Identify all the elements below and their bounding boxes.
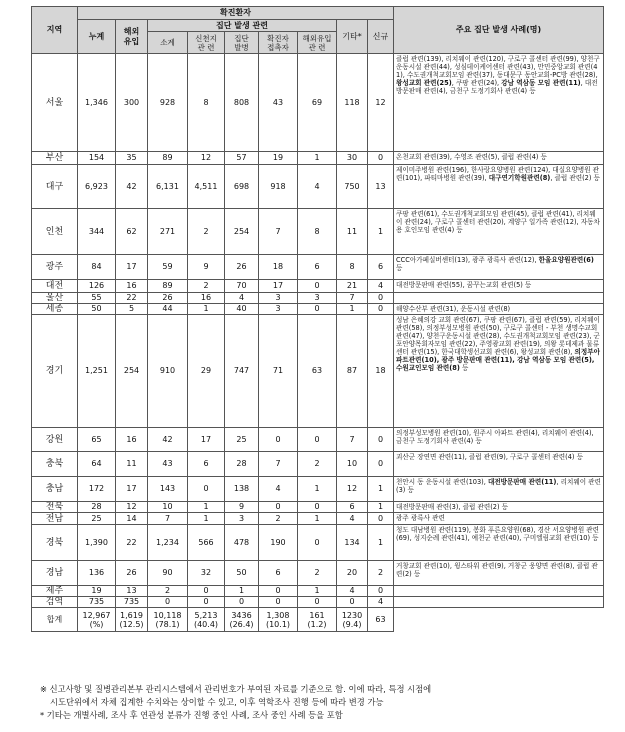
case-text: 등: [459, 364, 469, 372]
cell-major-cases: [394, 315, 604, 428]
cell-contact: 0: [259, 428, 298, 452]
cell-overseas-related: 63: [298, 315, 337, 428]
header-shincheonji: 신천지 관 련: [188, 32, 225, 54]
footnote-2: * 기타는 개별사례, 조사 후 연관성 분류가 진행 중인 사례, 조사 중인 사례 등을 포함: [40, 710, 343, 720]
cell-new: 2: [368, 561, 394, 586]
cell-region: 충남: [32, 477, 78, 502]
cell-overseas-inflow: 300: [116, 54, 148, 152]
cell-contact: 71: [259, 315, 298, 428]
table-row: [32, 165, 604, 209]
case-text: 거창교회 관련(10), 윙스타워 관련(9), 거창군 웅양면 관련(8), 클럽 관련(2) 등: [396, 562, 598, 578]
cell-contact: 0: [259, 502, 298, 513]
cell-major-cases: [394, 209, 604, 255]
cell-shincheonji: 0: [188, 586, 225, 597]
cell-major-cases: [394, 304, 604, 315]
total-cluster: 3436 (26.4): [225, 608, 259, 632]
cell-region: 광주: [32, 255, 78, 280]
cell-region: 전북: [32, 502, 78, 513]
cell-region: 충북: [32, 452, 78, 477]
case-text: 청도 대남병원 관련(119), 봉화 푸른요양원(68), 경산 서요양병원 관련(69), 성지순례 관련(41), 예천군 관련(40), 구미엘림교회 관련(10) 등: [396, 526, 600, 542]
table-row: [32, 561, 604, 586]
case-text: 괴산군 장연면 관련(11), 클럽 관련(9), 구로구 콜센터 관련(4) 등: [396, 453, 583, 461]
cell-overseas-inflow: 735: [116, 597, 148, 608]
cell-total: 28: [78, 502, 116, 513]
cell-overseas-inflow: 16: [116, 428, 148, 452]
cell-contact: 18: [259, 255, 298, 280]
cell-overseas-related: 0: [298, 525, 337, 561]
case-text: 제이미주병원 관련(196), 한사랑요양병원 관련(124), 대실요양병원 관련(101), 파티마병원 관련(39),: [396, 166, 600, 182]
cell-shincheonji: 4,511: [188, 165, 225, 209]
cell-overseas-inflow: 5: [116, 304, 148, 315]
header-other: 기타*: [337, 20, 368, 54]
header-new: 신규: [368, 20, 394, 54]
cell-cluster: 747: [225, 315, 259, 428]
table-row: [32, 586, 604, 597]
cell-contact: 3: [259, 293, 298, 304]
cell-overseas-related: 0: [298, 428, 337, 452]
cell-cluster: 698: [225, 165, 259, 209]
covid-cases-table: [31, 6, 604, 632]
total-shincheonji: 5,213 (40.4): [188, 608, 225, 632]
cell-cluster: 808: [225, 54, 259, 152]
cell-total: 84: [78, 255, 116, 280]
cell-total: 6,923: [78, 165, 116, 209]
cell-subtotal: 26: [148, 293, 188, 304]
cell-other: 8: [337, 255, 368, 280]
case-text: , 클럽 관련(2) 등: [550, 174, 600, 182]
table-row: [32, 513, 604, 525]
cell-overseas-related: 1: [298, 586, 337, 597]
cell-overseas-related: 0: [298, 502, 337, 513]
case-text: , 대전 방문판매 관련(4), 금천구 도정기회사 관련(4) 등: [396, 79, 598, 95]
cell-new: 12: [368, 54, 394, 152]
cell-overseas-inflow: 26: [116, 561, 148, 586]
cell-shincheonji: 12: [188, 152, 225, 165]
cell-overseas-related: 2: [298, 452, 337, 477]
cell-total: 50: [78, 304, 116, 315]
total-new: 63: [368, 608, 394, 632]
cell-new: 0: [368, 513, 394, 525]
cell-shincheonji: 8: [188, 54, 225, 152]
cell-overseas-related: 0: [298, 304, 337, 315]
cell-overseas-inflow: 22: [116, 293, 148, 304]
cell-contact: 190: [259, 525, 298, 561]
cell-region: 부산: [32, 152, 78, 165]
cell-other: 21: [337, 280, 368, 293]
footnote-1-cont: 시도단위에서 자체 집계한 수치와는 상이할 수 있고, 이후 역학조사 진행 등에 따라 변경 가능: [50, 697, 384, 707]
header-total: 누계: [78, 20, 116, 54]
cell-region: 경남: [32, 561, 78, 586]
cell-other: 6: [337, 502, 368, 513]
cell-other: 750: [337, 165, 368, 209]
cell-new: 13: [368, 165, 394, 209]
total-overseas-related: 161 (1.2): [298, 608, 337, 632]
cell-region: 인천: [32, 209, 78, 255]
cell-overseas-inflow: 13: [116, 586, 148, 597]
cell-new: 1: [368, 502, 394, 513]
total-overseas-inflow: 1,619 (12.5): [116, 608, 148, 632]
cell-shincheonji: 9: [188, 255, 225, 280]
highlighted-case: 한울요양원관련(6): [538, 256, 594, 264]
cell-contact: 7: [259, 452, 298, 477]
header-cluster-group: 집단 발생 관련: [148, 20, 337, 32]
cell-subtotal: 0: [148, 597, 188, 608]
cell-overseas-related: 2: [298, 561, 337, 586]
cell-shincheonji: 17: [188, 428, 225, 452]
highlighted-case: 대전방문판매 관련(11): [487, 478, 557, 486]
cell-region: 대전: [32, 280, 78, 293]
cell-overseas-related: 1: [298, 152, 337, 165]
cell-new: 4: [368, 280, 394, 293]
cell-cluster: 40: [225, 304, 259, 315]
cell-new: 6: [368, 255, 394, 280]
cell-region: 전남: [32, 513, 78, 525]
cell-new: 0: [368, 586, 394, 597]
cell-major-cases: [394, 586, 604, 597]
cell-other: 7: [337, 293, 368, 304]
cell-cluster: 9: [225, 502, 259, 513]
footnotes: [40, 683, 600, 722]
cell-region: 합계: [32, 608, 78, 632]
case-text: 대전방문판매 관련(3), 클럽 관련(2) 등: [396, 503, 508, 511]
cell-other: 7: [337, 428, 368, 452]
cell-overseas-related: 1: [298, 513, 337, 525]
cell-cluster: 28: [225, 452, 259, 477]
cell-subtotal: 910: [148, 315, 188, 428]
highlighted-case: 의정부아파트관련(10), 광주 방문판매 관련(11), 강남 역삼동 모임 관련(5), 수원교인모임 관련(8): [396, 348, 600, 372]
header-contact: 확진자 접촉자: [259, 32, 298, 54]
total-total: 12,967 (%): [78, 608, 116, 632]
cell-shincheonji: 16: [188, 293, 225, 304]
cell-total: 1,346: [78, 54, 116, 152]
cell-other: 11: [337, 209, 368, 255]
total-other: 1230 (9.4): [337, 608, 368, 632]
cell-contact: 0: [259, 597, 298, 608]
cell-new: 0: [368, 293, 394, 304]
cell-total: 64: [78, 452, 116, 477]
header-cluster: 집단 발병: [225, 32, 259, 54]
cell-other: 4: [337, 513, 368, 525]
cell-major-cases: [394, 152, 604, 165]
case-text: 쿠팡 관련(61), 수도권개척교회모임 관련(45), 클럽 관련(41), 리치웨이 관련(24), 구로구 콜센터 관련(20), 계양구 일가족 관련(12), 자동차용 호인모임 관련(4) 등: [396, 210, 600, 234]
table-row: [32, 315, 604, 428]
cell-major-cases: [394, 513, 604, 525]
case-text: 성남 은혜의강 교회 관련(67), 쿠팡 관련(67), 클럽 관련(59), 리치웨이 관련(58), 의정부성모병원 관련(50), 구로구 콜센터 - 부천 생명수교회 관련(47), 양천구운동시설 관련(28), 수도권개척교회모임 관련(23), 군포안양목회자모임 관련(22), 주영광교회 관련(19), 의왕 롯데제과 물류센터 관련(15), 한국대학생선교회 관련(6), 왕성교회 관련(8),: [396, 316, 600, 356]
cell-other: 4: [337, 586, 368, 597]
table-row: [32, 502, 604, 513]
cell-region: 세종: [32, 304, 78, 315]
highlighted-case: 왕성교회 관련(25): [396, 79, 452, 87]
case-text: 천안시 동 운동시설 관련(103),: [396, 478, 488, 486]
cell-region: 울산: [32, 293, 78, 304]
cell-major-cases: [394, 525, 604, 561]
cell-contact: 3: [259, 304, 298, 315]
cell-cluster: 478: [225, 525, 259, 561]
cell-total: 154: [78, 152, 116, 165]
cell-other: 0: [337, 597, 368, 608]
cell-total: 19: [78, 586, 116, 597]
cell-overseas-inflow: 35: [116, 152, 148, 165]
case-text: 클럽 관련(139), 리치웨이 관련(120), 구로구 콜센터 관련(99), 양천구운동시설 관련(44), 성심데이케어센터 관련(43), 만민중앙교회 관련(41), 수도권개척교회모임 관련(37), 동대문구 동안교회-PC방 관련(28),: [396, 55, 600, 79]
cell-shincheonji: 1: [188, 502, 225, 513]
cell-major-cases: [394, 165, 604, 209]
cell-other: 134: [337, 525, 368, 561]
cell-new: 18: [368, 315, 394, 428]
cell-cluster: 25: [225, 428, 259, 452]
cell-shincheonji: 1: [188, 304, 225, 315]
highlighted-case: 대구연기학원관련(8): [488, 174, 551, 182]
case-text: 의정부성모병원 관련(10), 원주시 아파트 관련(4), 리치웨이 관련(4), 금천구 도정기회사 관련(4) 등: [396, 429, 594, 445]
cases-table-container: [31, 6, 603, 632]
case-text: 광주 광륵사 관련: [396, 514, 445, 522]
cell-other: 30: [337, 152, 368, 165]
cell-overseas-related: 8: [298, 209, 337, 255]
case-text: 온천교회 관련(39), 수영조 관련(5), 클럽 관련(4) 등: [396, 153, 547, 161]
cell-contact: 7: [259, 209, 298, 255]
cell-overseas-inflow: 62: [116, 209, 148, 255]
cell-subtotal: 271: [148, 209, 188, 255]
total-subtotal: 10,118 (78.1): [148, 608, 188, 632]
cell-other: 20: [337, 561, 368, 586]
cell-overseas-related: 69: [298, 54, 337, 152]
totals-row: [32, 608, 604, 632]
cell-overseas-inflow: 11: [116, 452, 148, 477]
cell-total: 172: [78, 477, 116, 502]
cell-major-cases: [394, 452, 604, 477]
cell-cluster: 70: [225, 280, 259, 293]
cell-subtotal: 10: [148, 502, 188, 513]
cell-major-cases: [394, 54, 604, 152]
cell-contact: 4: [259, 477, 298, 502]
table-row: [32, 525, 604, 561]
table-row: [32, 255, 604, 280]
table-row: [32, 152, 604, 165]
cell-shincheonji: 0: [188, 597, 225, 608]
cell-new: 0: [368, 452, 394, 477]
cell-shincheonji: 566: [188, 525, 225, 561]
header-region: 지역: [32, 7, 78, 54]
cell-cluster: 0: [225, 597, 259, 608]
cell-new: 4: [368, 597, 394, 608]
cell-total: 55: [78, 293, 116, 304]
cell-shincheonji: 2: [188, 209, 225, 255]
cell-new: 1: [368, 477, 394, 502]
cell-total: 1,251: [78, 315, 116, 428]
cell-major-cases: [394, 502, 604, 513]
cell-overseas-inflow: 14: [116, 513, 148, 525]
cell-overseas-inflow: 42: [116, 165, 148, 209]
cell-contact: 43: [259, 54, 298, 152]
cell-major-cases: [394, 561, 604, 586]
header-overseas-related: 해외유입 관 련: [298, 32, 337, 54]
cell-contact: 17: [259, 280, 298, 293]
cell-other: 12: [337, 477, 368, 502]
cell-cluster: 1: [225, 586, 259, 597]
header-subtotal: 소계: [148, 32, 188, 54]
cell-new: 0: [368, 152, 394, 165]
cell-overseas-inflow: 17: [116, 477, 148, 502]
cell-overseas-related: 3: [298, 293, 337, 304]
table-row: [32, 452, 604, 477]
table-body: [32, 54, 604, 632]
cell-total: 735: [78, 597, 116, 608]
cell-major-cases: [394, 293, 604, 304]
cell-overseas-inflow: 12: [116, 502, 148, 513]
cell-subtotal: 6,131: [148, 165, 188, 209]
cell-new: 0: [368, 428, 394, 452]
cell-total: 1,390: [78, 525, 116, 561]
cell-major-cases: [394, 255, 604, 280]
cell-subtotal: 89: [148, 152, 188, 165]
cell-subtotal: 143: [148, 477, 188, 502]
cell-total: 136: [78, 561, 116, 586]
cell-contact: 918: [259, 165, 298, 209]
cell-region: 제주: [32, 586, 78, 597]
cell-region: 강원: [32, 428, 78, 452]
cell-major-cases: [394, 428, 604, 452]
table-row: [32, 597, 604, 608]
case-text: 해양수산부 관련(31), 운동시설 관련(8): [396, 305, 511, 313]
highlighted-case: 강남 역삼동 모임 관련(11): [501, 79, 581, 87]
header-major-cases: 주요 집단 발생 사례(명): [394, 7, 604, 54]
table-header: [32, 7, 604, 54]
cell-shincheonji: 6: [188, 452, 225, 477]
cell-contact: 19: [259, 152, 298, 165]
total-empty: [394, 608, 604, 632]
cell-shincheonji: 1: [188, 513, 225, 525]
cell-other: 10: [337, 452, 368, 477]
cell-shincheonji: 2: [188, 280, 225, 293]
cell-subtotal: 44: [148, 304, 188, 315]
cell-new: 1: [368, 525, 394, 561]
cell-overseas-related: 6: [298, 255, 337, 280]
cell-new: 0: [368, 304, 394, 315]
case-text: , 리치웨이 관련(3) 등: [396, 478, 601, 494]
case-text: 등: [396, 264, 403, 272]
total-contact: 1,308 (10.1): [259, 608, 298, 632]
cell-total: 126: [78, 280, 116, 293]
cell-other: 1: [337, 304, 368, 315]
cell-region: 경북: [32, 525, 78, 561]
cell-subtotal: 1,234: [148, 525, 188, 561]
cell-new: 1: [368, 209, 394, 255]
cell-overseas-related: 4: [298, 165, 337, 209]
cell-contact: 6: [259, 561, 298, 586]
cell-contact: 2: [259, 513, 298, 525]
cell-other: 87: [337, 315, 368, 428]
cell-shincheonji: 32: [188, 561, 225, 586]
cell-region: 검역: [32, 597, 78, 608]
table-row: [32, 54, 604, 152]
cell-total: 25: [78, 513, 116, 525]
cell-overseas-related: 0: [298, 597, 337, 608]
table-row: [32, 293, 604, 304]
table-row: [32, 304, 604, 315]
footnote-1: ※ 신고사항 및 질병관리본부 관리시스템에서 관리번호가 부여된 자료를 기준으로 함. 이에 따라, 특정 시점에: [40, 684, 432, 694]
cell-cluster: 26: [225, 255, 259, 280]
cell-total: 344: [78, 209, 116, 255]
cell-cluster: 3: [225, 513, 259, 525]
case-text: CCC아가페실버센터(13), 광주 광륵사 관련(12),: [396, 256, 539, 264]
cell-major-cases: [394, 280, 604, 293]
table-row: [32, 209, 604, 255]
cell-contact: 0: [259, 586, 298, 597]
table-row: [32, 477, 604, 502]
cell-cluster: 50: [225, 561, 259, 586]
cell-overseas-inflow: 17: [116, 255, 148, 280]
cell-subtotal: 59: [148, 255, 188, 280]
cell-region: 대구: [32, 165, 78, 209]
cell-cluster: 254: [225, 209, 259, 255]
cell-overseas-inflow: 22: [116, 525, 148, 561]
table-row: [32, 428, 604, 452]
header-overseas-inflow: 해외 유입: [116, 20, 148, 54]
cell-overseas-inflow: 16: [116, 280, 148, 293]
cell-subtotal: 90: [148, 561, 188, 586]
cell-overseas-related: 0: [298, 280, 337, 293]
cell-subtotal: 42: [148, 428, 188, 452]
cell-subtotal: 43: [148, 452, 188, 477]
cell-other: 118: [337, 54, 368, 152]
cell-overseas-inflow: 254: [116, 315, 148, 428]
header-confirmed: 확진환자: [78, 7, 394, 20]
cell-cluster: 138: [225, 477, 259, 502]
cell-total: 65: [78, 428, 116, 452]
table-row: [32, 280, 604, 293]
cell-overseas-related: 1: [298, 477, 337, 502]
cell-major-cases: [394, 477, 604, 502]
cell-subtotal: 2: [148, 586, 188, 597]
case-text: 대전방문판매 관련(55), 꿈꾸는교회 관련(5) 등: [396, 281, 532, 289]
cell-cluster: 4: [225, 293, 259, 304]
cell-subtotal: 89: [148, 280, 188, 293]
cell-region: 서울: [32, 54, 78, 152]
cell-subtotal: 7: [148, 513, 188, 525]
cell-region: 경기: [32, 315, 78, 428]
cell-subtotal: 928: [148, 54, 188, 152]
case-text: , 쿠팡 관련(24),: [451, 79, 502, 87]
cell-shincheonji: 29: [188, 315, 225, 428]
cell-shincheonji: 0: [188, 477, 225, 502]
cell-cluster: 57: [225, 152, 259, 165]
cell-major-cases: [394, 597, 604, 608]
